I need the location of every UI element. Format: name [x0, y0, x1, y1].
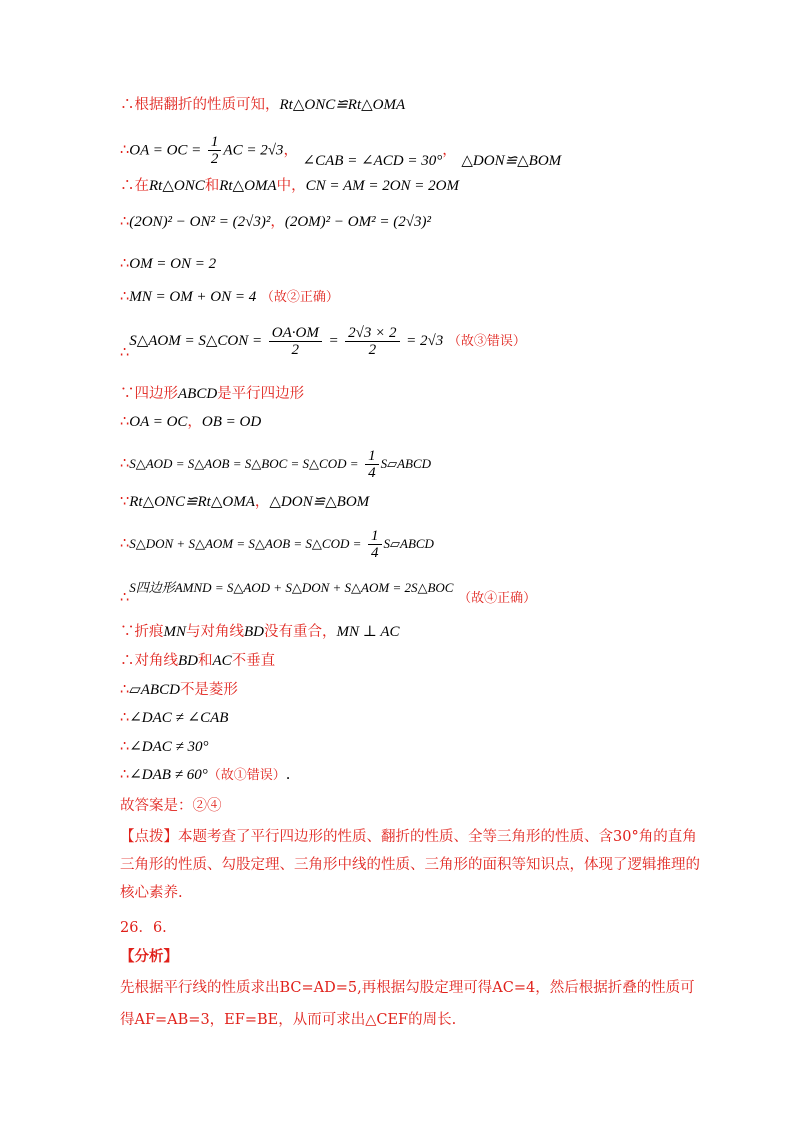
fraction: $\frac{1}{4}$ — [365, 448, 379, 481]
fraction: $\frac{OA\cdot OM}{2}$ — [269, 325, 322, 358]
step-line-12: ∴S△DON + S△AOM = S△AOB = S△COD = $\frac{1}{4}$ S▱ABCD — [120, 527, 434, 561]
comment-paragraph: 【点拨】本题考查了平行四边形的性质、翻折的性质、全等三角形的性质、含30°角的直角三角形的性质、勾股定理、三角形中线的性质、三角形的面积等知识点，体现了逻辑推理的核心素养. — [120, 829, 700, 901]
step-line-4: ∴(2ON)² − ON² = (2√3)²，(2OM)² − OM² = (2√3)² — [120, 214, 431, 230]
step-line-10: ∴S△AOD = S△AOB = S△BOC = S△COD = $\frac{1}{4}$ S▱ABCD — [120, 447, 432, 481]
analysis-paragraph: 先根据平行线的性质求出BC=AD=5,再根据勾股定理可得AC=4，然后根据折叠的性质可得AF=AB=3，EF=BE，从而可求出△CEF的周长. — [120, 980, 695, 1028]
step-line-14: ∵折痕MN与对角线BD没有重合，MN ⊥ AC — [120, 624, 400, 640]
step-line-1: ∴根据翻折的性质可知，Rt△ONC≌Rt△OMA — [120, 97, 406, 113]
step-line-16: ∴▱ABCD不是菱形 — [120, 682, 238, 698]
step-line-17: ∴∠DAC ≠ ∠CAB — [120, 710, 229, 726]
step-line-9: ∴OA = OC，OB = OD — [120, 414, 262, 430]
question-26-answer: 26．6. — [120, 920, 167, 936]
fraction: $\frac{1}{2}$ — [208, 134, 222, 167]
step-line-8: ∵四边形ABCD是平行四边形 — [120, 386, 305, 402]
step-line-19: ∴∠DAB ≠ 60°（故①错误）. — [120, 767, 291, 783]
step-line-11: ∵Rt△ONC≌Rt△OMA，△DON≌△BOM — [120, 494, 370, 510]
step-line-2: ∴OA = OC = $\frac{1}{2}$ AC = 2√3， ∠CAB = ∠ACD = 30°， △DON≌△BOM — [120, 134, 562, 169]
step-line-15: ∴对角线BD和AC不垂直 — [120, 653, 276, 669]
step-line-5: ∴OM = ON = 2 — [120, 256, 217, 272]
step-line-7: ∴S△AOM = S△CON = $\frac{OA\cdot OM}{2}$ = $\frac{2√3 \times 2}{2}$ = 2√3 （故③错误） — [120, 324, 526, 361]
answer-line: 故答案是：②④ — [120, 798, 222, 814]
fraction: $\frac{1}{4}$ — [368, 528, 382, 561]
fraction: $\frac{2√3 \times 2}{2}$ — [345, 325, 399, 358]
step-line-3: ∴在Rt△ONC和Rt△OMA中，CN = AM = 2ON = 2OM — [120, 178, 460, 194]
step-line-18: ∴∠DAC ≠ 30° — [120, 739, 209, 755]
step-line-6: ∴MN = OM + ON = 4 （故②正确） — [120, 289, 339, 305]
analysis-title: 【分析】 — [120, 948, 178, 965]
step-line-13: ∴S四边形AMND = S△AOD + S△DON + S△AOM = 2S△BOC （故④正确） — [120, 580, 537, 606]
